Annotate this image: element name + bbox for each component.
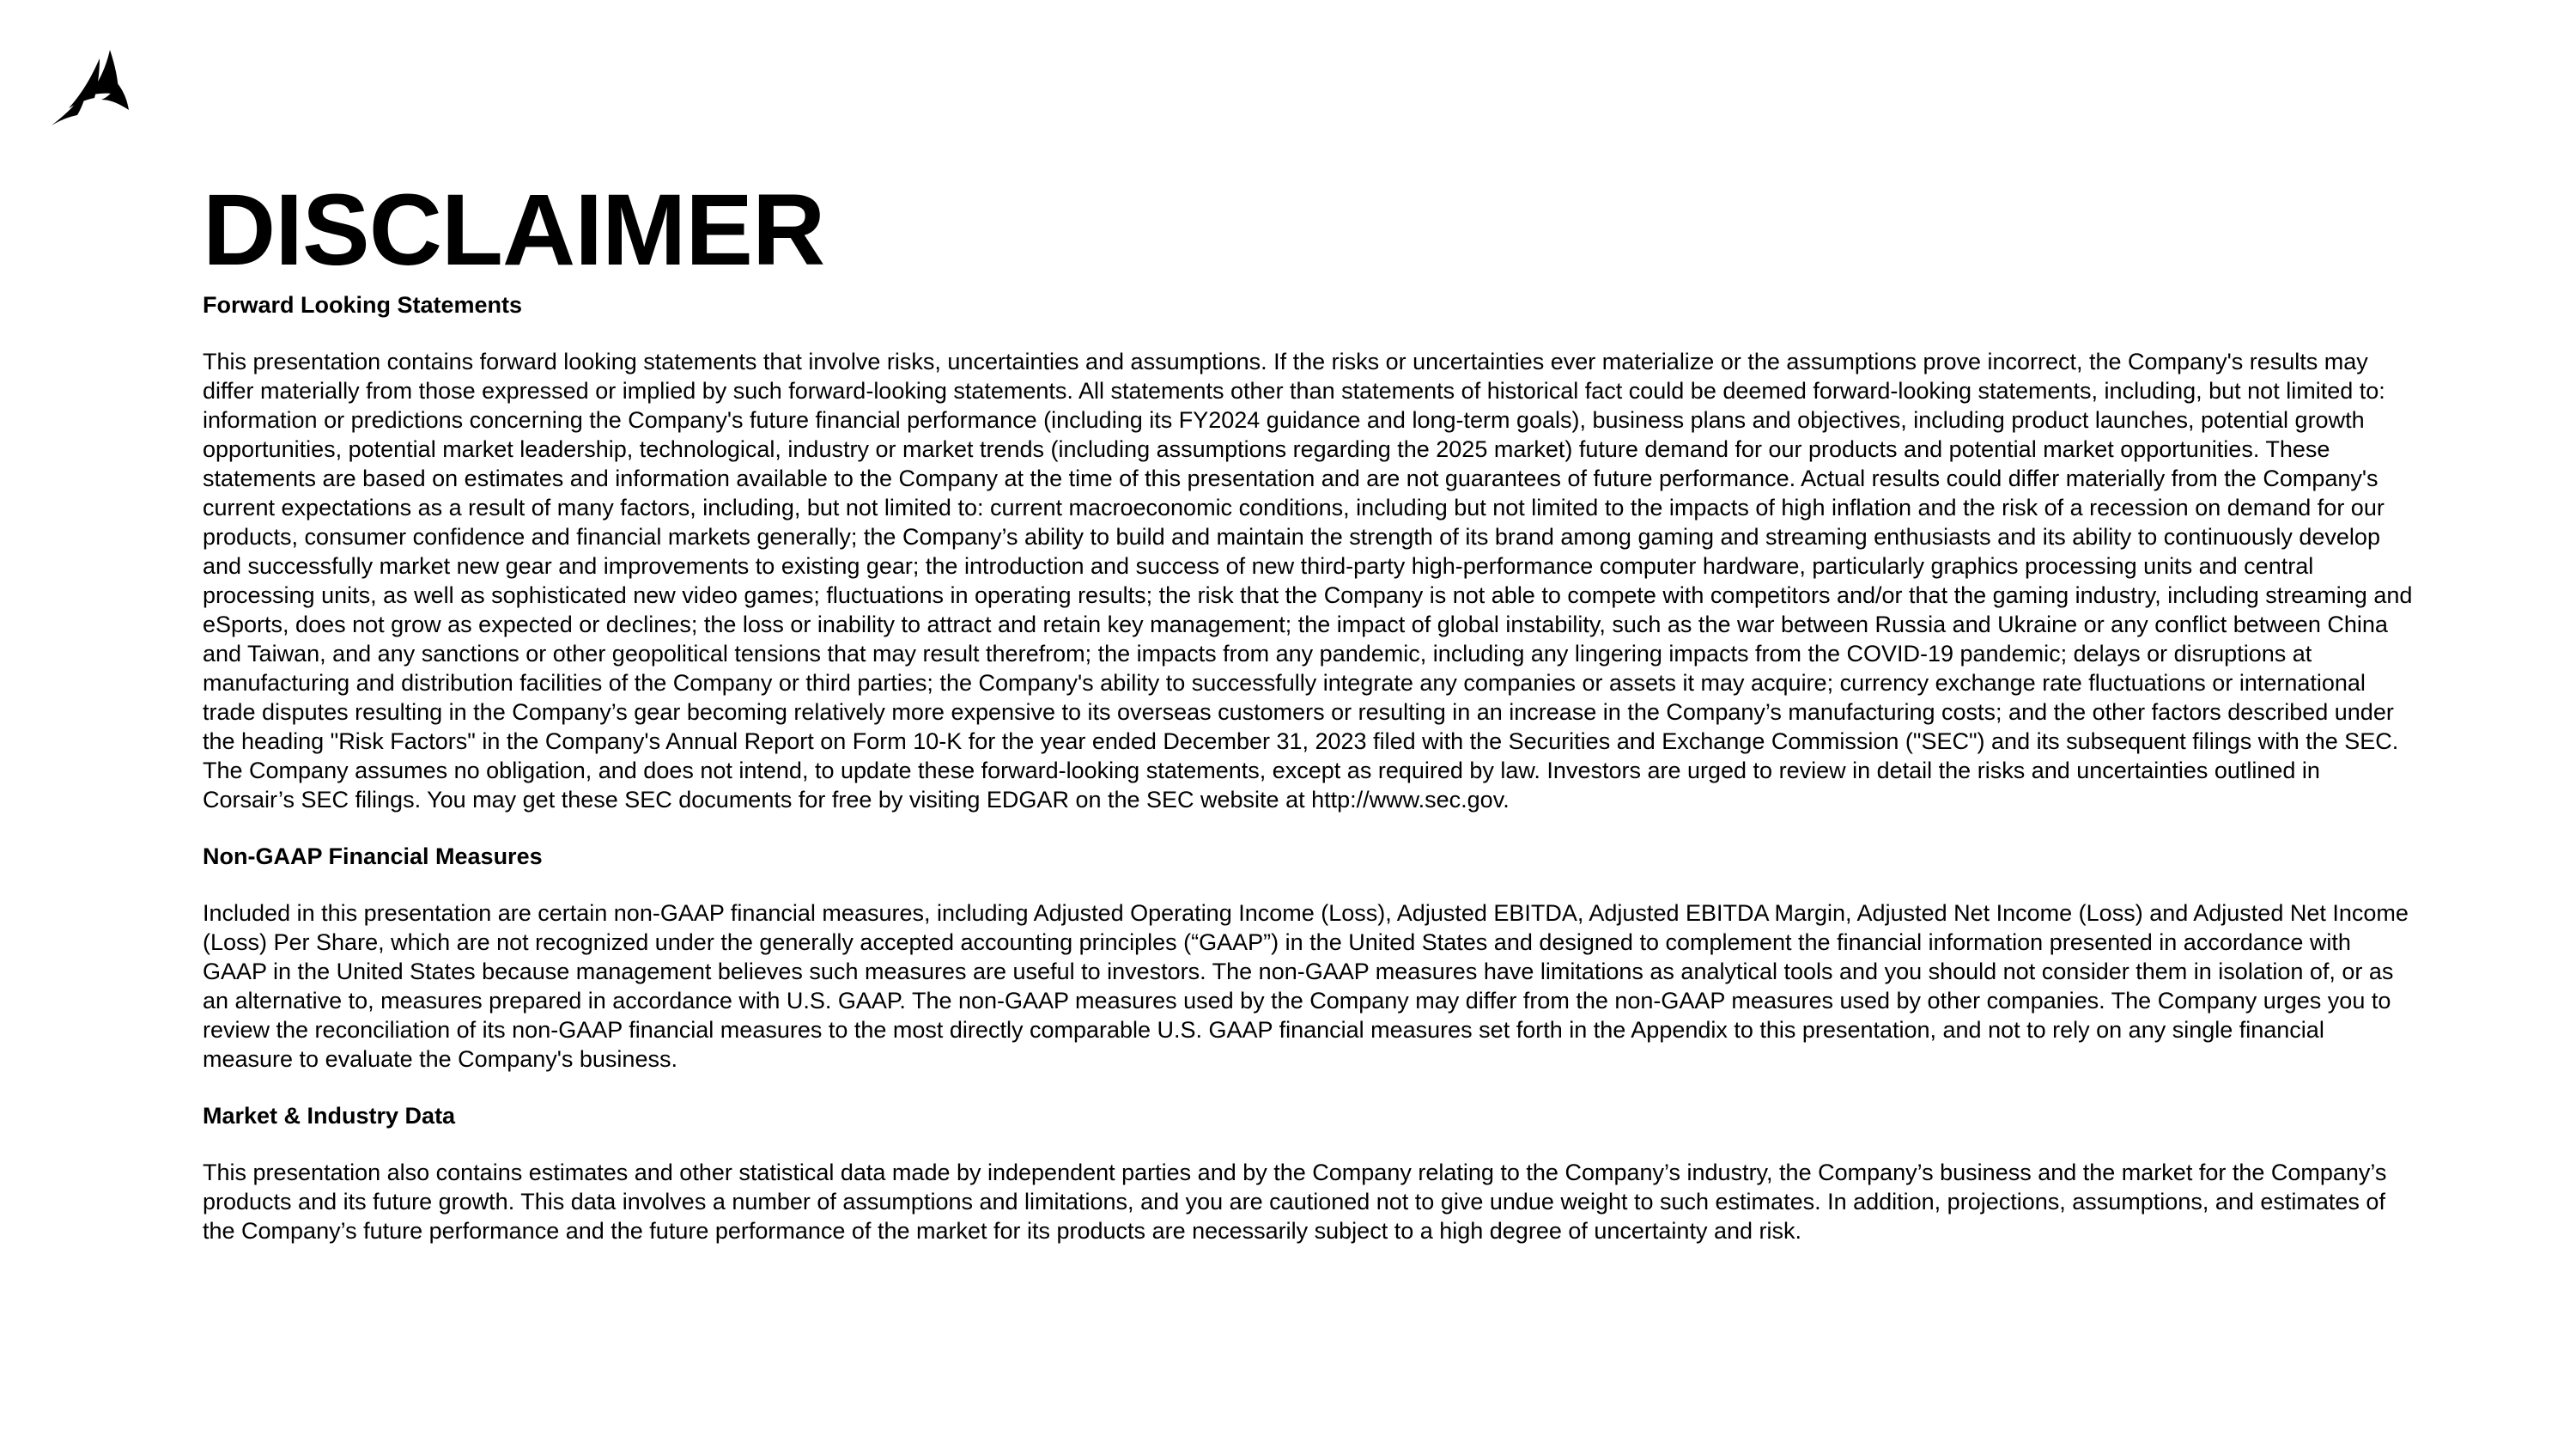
section-body-non-gaap: Included in this presentation are certain non-GAAP financial measures, including Adjusted Operating Income (Loss), Adjusted EBITDA, Adjusted EBITDA Margin, Adjusted Net Income (Loss) and Adjusted Net Income (Loss) Per Share, which are not recognized under the generally accepted accounting principles (“GAAP”) in the United States and designed to complement the financial information presented in accordance with GAAP in the United States because management believes such measures are useful to investors. The non-GAAP measures have limitations as analytical tools and you should not consider them in isolation of, or as an alternative to, measures prepared in accordance with U.S. GAAP. The non-GAAP measures used by the Company may differ from the non-GAAP measures used by other companies. The Company urges you to review the reconciliation of its non-GAAP financial measures to the most directly comparable U.S. GAAP financial measures set forth in the Appendix to this presentation, and not to rely on any single financial measure to evaluate the Company's business. — [203, 900, 2409, 1072]
disclaimer-content — [203, 172, 2418, 1273]
page-title: DISCLAIMER — [203, 174, 825, 287]
section-body-market-data: This presentation also contains estimates and other statistical data made by independent parties and by the Company relating to the Company’s industry, the Company’s business and the market for the Company’s products and its future growth. This data involves a number of assumptions and limitations, and you are cautioned not to give undue weight to such estimates. In addition, projections, assumptions, and estimates of the Company’s future performance and the future performance of the market for its products are necessarily subject to a high degree of uncertainty and risk. — [203, 1160, 2387, 1244]
section-heading-non-gaap: Non-GAAP Financial Measures — [203, 843, 543, 869]
section-heading-market-data: Market & Industry Data — [203, 1103, 456, 1129]
section-body-forward-looking: This presentation contains forward looking statements that involve risks, uncertainties and assumptions. If the risks or uncertainties ever materialize or the assumptions prove incorrect, the Company's results may differ materially from those expressed or implied by such forward-looking statements. All statements other than statements of historical fact could be deemed forward-looking statements, including, but not limited to: information or predictions concerning the Company's future financial performance (including its FY2024 guidance and long-term goals), business plans and objectives, including product launches, potential growth opportunities, potential market leadership, technological, industry or market trends (including assumptions regarding the 2025 market) future demand for our products and potential market opportunities. These statements are based on estimates and information available to the Company at the time of this presentation and are not guarantees of future performance. Actual results could differ materially from the Company's current expectations as a result of many factors, including, but not limited to: current macroeconomic conditions, including but not limited to the impacts of high inflation and the risk of a recession on demand for our products, consumer confidence and financial markets generally; the Company’s ability to build and maintain the strength of its brand among gaming and streaming enthusiasts and its ability to continuously develop and successfully market new gear and improvements to existing gear; the introduction and success of new third-party high-performance computer hardware, particularly graphics processing units and central processing units, as well as sophisticated new video games; fluctuations in operating results; the risk that the Company is not able to compete with competitors and/or that the gaming industry, including streaming and eSports, does not grow as expected or declines; the loss or inability to attract and retain key management; the impact of global instability, such as the war between Russia and Ukraine or any conflict between China and Taiwan, and any sanctions or other geopolitical tensions that may result therefrom; the impacts from any pandemic, including any lingering impacts from the COVID-19 pandemic; delays or disruptions at manufacturing and distribution facilities of the Company or third parties; the Company's ability to successfully integrate any companies or assets it may acquire; currency exchange rate fluctuations or international trade disputes resulting in the Company’s gear becoming relatively more expensive to its overseas customers or resulting in an increase in the Company’s manufacturing costs; and the other factors described under the heading "Risk Factors" in the Company's Annual Report on Form 10-K for the year ended December 31, 2023 filed with the Securities and Exchange Commission ("SEC") and its subsequent filings with the SEC. The Company assumes no obligation, and does not intend, to update these forward-looking statements, except as required by law. Investors are urged to review in detail the risks and uncertainties outlined in Corsair’s SEC filings. You may get these SEC documents for free by visiting EDGAR on the SEC website at http://www.sec.gov. — [203, 349, 2413, 813]
corsair-sails-logo-icon — [48, 46, 131, 127]
section-heading-forward-looking: Forward Looking Statements — [203, 292, 523, 318]
